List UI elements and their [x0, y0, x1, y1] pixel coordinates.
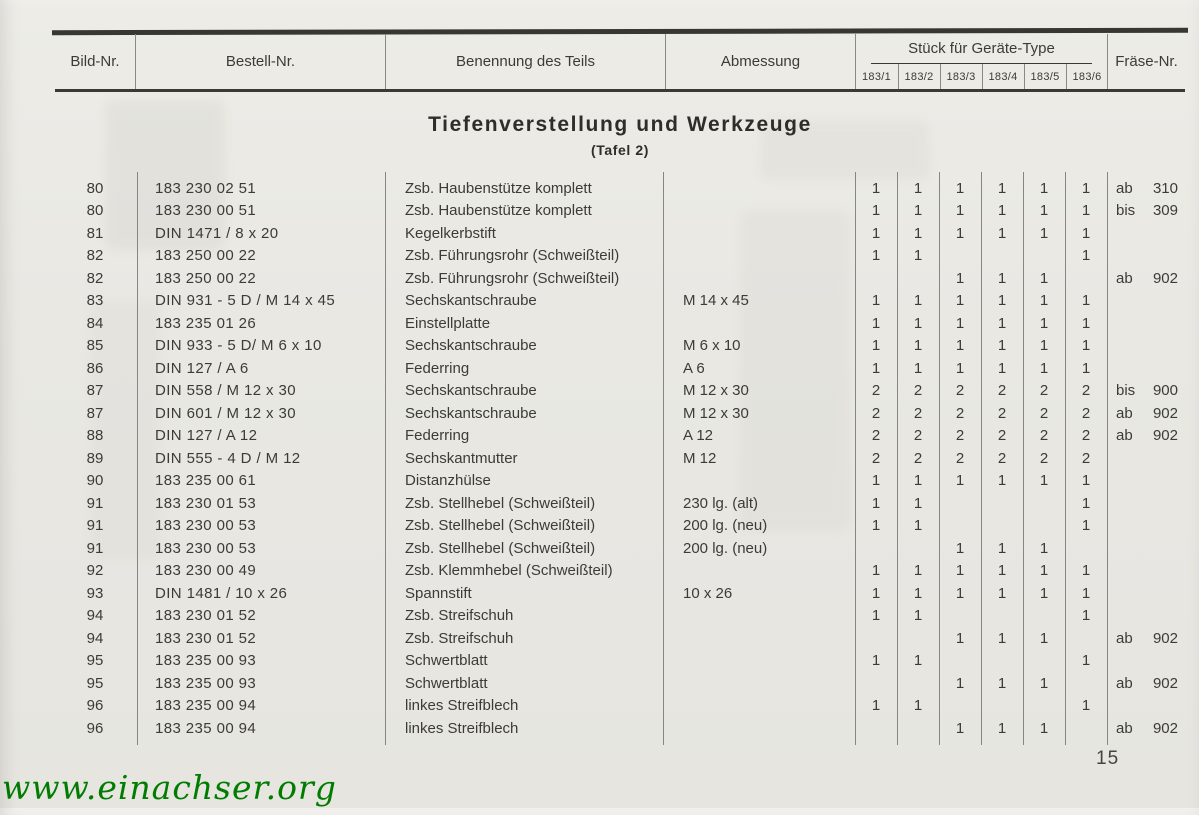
benennung-cell: Sechskantschraube: [405, 404, 537, 422]
qty-cell: 1: [1081, 607, 1091, 625]
qty-cell: 2: [871, 449, 881, 467]
bestell-nr-cell: 183 230 02 51: [155, 179, 257, 197]
qty-cell: 1: [913, 314, 923, 332]
qty-cell: 1: [997, 202, 1007, 220]
qty-cell: 1: [871, 292, 881, 310]
bild-nr-cell: 90: [86, 472, 104, 490]
fraese-num: 902: [1152, 719, 1178, 737]
fraese-cell: [1107, 630, 1185, 647]
qty-cell: 1: [913, 562, 923, 580]
section-title-block: [380, 113, 860, 158]
bild-nr-cell: 96: [86, 697, 104, 715]
bestell-nr-cell: 183 235 00 94: [155, 719, 257, 737]
benennung-cell: Sechskantschraube: [405, 337, 537, 355]
qty-cell: 1: [913, 652, 923, 670]
qty-cell: 1: [1081, 247, 1091, 265]
bild-nr-cell: 82: [86, 269, 104, 287]
table-row: [55, 245, 1185, 268]
qty-cell: 1: [871, 224, 881, 242]
column-separator-line: [981, 172, 982, 745]
table-row: [55, 605, 1185, 628]
fraese-note: ab: [1116, 179, 1133, 197]
watermark-url: www.einachser.org: [2, 768, 337, 807]
qty-cell: 1: [997, 224, 1007, 242]
qty-cell: 1: [871, 607, 881, 625]
qty-cell: 1: [997, 359, 1007, 377]
bestell-nr-cell: DIN 127 / A 6: [155, 359, 249, 377]
qty-cell: 1: [913, 292, 923, 310]
benennung-cell: Zsb. Haubenstütze komplett: [405, 179, 592, 197]
qty-cell: 1: [1039, 269, 1049, 287]
fraese-note: ab: [1116, 629, 1133, 647]
benennung-cell: Federring: [405, 359, 470, 377]
page-number: 15: [1096, 748, 1120, 769]
table-row: [55, 717, 1185, 740]
fraese-note: ab: [1116, 674, 1133, 692]
bild-nr-cell: 91: [86, 539, 104, 557]
bild-nr-cell: 82: [86, 247, 104, 265]
qty-cell: 1: [1039, 359, 1049, 377]
qty-cell: 1: [1081, 584, 1091, 602]
bestell-nr-cell: 183 235 00 94: [155, 697, 257, 715]
qty-cell: 1: [871, 337, 881, 355]
bestell-nr-cell: DIN 127 / A 12: [155, 427, 258, 445]
fraese-cell: [1107, 382, 1185, 399]
qty-cell: 1: [955, 359, 965, 377]
header-type-183-1: 183/1: [861, 70, 892, 83]
qty-cell: 1: [997, 337, 1007, 355]
fraese-note: ab: [1116, 269, 1133, 287]
bild-nr-cell: 89: [86, 449, 104, 467]
header-type-183-4: 183/4: [982, 64, 1024, 89]
fraese-num: 309: [1152, 202, 1178, 220]
table-row: [55, 222, 1185, 245]
column-separator-line: [1023, 172, 1024, 745]
qty-cell: 1: [1081, 224, 1091, 242]
column-separator-line: [855, 172, 856, 745]
qty-cell: 1: [1039, 562, 1049, 580]
qty-cell: 1: [871, 584, 881, 602]
qty-cell: 1: [871, 652, 881, 670]
qty-cell: 1: [997, 539, 1007, 557]
qty-cell: 1: [871, 359, 881, 377]
qty-cell: 1: [955, 472, 965, 490]
qty-cell: 2: [913, 427, 923, 445]
benennung-cell: Einstellplatte: [405, 314, 491, 332]
qty-cell: 1: [871, 247, 881, 265]
qty-cell: 1: [871, 562, 881, 580]
bestell-nr-cell: 183 230 01 52: [155, 629, 257, 647]
bild-nr-cell: 95: [86, 652, 104, 670]
fraese-note: ab: [1116, 427, 1133, 445]
qty-cell: 1: [1081, 179, 1091, 197]
qty-cell: 2: [871, 404, 881, 422]
bestell-nr-cell: 183 235 01 26: [155, 314, 257, 332]
qty-cell: 1: [1039, 629, 1049, 647]
benennung-cell: Zsb. Streifschuh: [405, 607, 514, 625]
qty-cell: 1: [1081, 314, 1091, 332]
table-row: [55, 267, 1185, 290]
bestell-nr-cell: 183 230 00 51: [155, 202, 257, 220]
bestell-nr-cell: DIN 931 - 5 D / M 14 x 45: [155, 292, 336, 310]
bestell-nr-cell: 183 250 00 22: [155, 269, 257, 287]
bild-nr-cell: 88: [86, 427, 104, 445]
qty-cell: 1: [997, 719, 1007, 737]
fraese-note: ab: [1116, 404, 1133, 422]
bestell-nr-cell: 183 235 00 61: [155, 472, 257, 490]
table-row: [55, 200, 1185, 223]
benennung-cell: Zsb. Haubenstütze komplett: [405, 202, 592, 220]
qty-cell: 2: [1039, 449, 1049, 467]
qty-cell: 2: [1039, 382, 1049, 400]
qty-cell: 1: [1039, 314, 1049, 332]
qty-cell: 1: [1081, 202, 1091, 220]
benennung-cell: Sechskantmutter: [405, 449, 518, 467]
qty-cell: 2: [1081, 404, 1091, 422]
qty-cell: 2: [871, 382, 881, 400]
fraese-cell: [1107, 180, 1185, 197]
header-bestell-nr: Bestell-Nr.: [135, 34, 385, 89]
abmessung-cell: M 6 x 10: [683, 337, 741, 355]
qty-cell: 1: [955, 584, 965, 602]
qty-cell: 1: [955, 224, 965, 242]
benennung-cell: Sechskantschraube: [405, 382, 537, 400]
column-separator-line: [1107, 172, 1108, 745]
fraese-note: bis: [1116, 202, 1136, 220]
benennung-cell: Schwertblatt: [405, 674, 488, 692]
bestell-nr-cell: DIN 601 / M 12 x 30: [155, 404, 296, 422]
qty-cell: 1: [1081, 472, 1091, 490]
benennung-cell: Zsb. Führungsrohr (Schweißteil): [405, 269, 620, 287]
qty-cell: 1: [1039, 179, 1049, 197]
bild-nr-cell: 80: [86, 179, 104, 197]
bestell-nr-cell: DIN 1481 / 10 x 26: [155, 584, 288, 602]
bild-nr-cell: 80: [86, 202, 104, 220]
fraese-cell: [1107, 202, 1185, 219]
qty-cell: 1: [955, 719, 965, 737]
bestell-nr-cell: 183 235 00 93: [155, 674, 257, 692]
header-stueck-group: [855, 34, 1107, 89]
qty-cell: 1: [871, 517, 881, 535]
qty-cell: 1: [1081, 359, 1091, 377]
qty-cell: 1: [955, 629, 965, 647]
table-row: [55, 537, 1185, 560]
header-bild-nr: Bild-Nr.: [70, 53, 120, 70]
qty-cell: 1: [913, 472, 923, 490]
qty-cell: 1: [997, 314, 1007, 332]
qty-cell: 2: [913, 404, 923, 422]
qty-cell: 1: [997, 629, 1007, 647]
qty-cell: 1: [1039, 472, 1049, 490]
qty-cell: 1: [1039, 224, 1049, 242]
qty-cell: 2: [871, 427, 881, 445]
table-row: [55, 290, 1185, 313]
benennung-cell: Spannstift: [405, 584, 472, 602]
column-separator-line: [137, 172, 138, 745]
table-body: [55, 177, 1185, 740]
qty-cell: 1: [913, 584, 923, 602]
column-separator-line: [385, 172, 386, 745]
qty-cell: 1: [1039, 674, 1049, 692]
bild-nr-cell: 81: [86, 224, 104, 242]
fraese-num: 310: [1152, 179, 1178, 197]
qty-cell: 1: [913, 517, 923, 535]
abmessung-cell: M 14 x 45: [683, 292, 749, 310]
qty-cell: 2: [1039, 427, 1049, 445]
fraese-cell: [1107, 427, 1185, 444]
qty-cell: 1: [871, 697, 881, 715]
fraese-cell: [1107, 720, 1185, 737]
table-row: [55, 357, 1185, 380]
qty-cell: 1: [871, 314, 881, 332]
qty-cell: 1: [913, 337, 923, 355]
table-row: [55, 582, 1185, 605]
qty-cell: 1: [913, 179, 923, 197]
qty-cell: 1: [955, 269, 965, 287]
fraese-cell: [1107, 675, 1185, 692]
column-separator-line: [897, 172, 898, 745]
abmessung-cell: 230 lg. (alt): [683, 494, 759, 512]
bild-nr-cell: 96: [86, 719, 104, 737]
column-separator-line: [1065, 172, 1066, 745]
qty-cell: 1: [997, 674, 1007, 692]
fraese-note: bis: [1116, 382, 1136, 400]
abmessung-cell: 200 lg. (neu): [683, 517, 768, 535]
qty-cell: 2: [997, 382, 1007, 400]
table-row: [55, 312, 1185, 335]
qty-cell: 1: [913, 247, 923, 265]
bestell-nr-cell: 183 230 00 53: [155, 517, 257, 535]
qty-cell: 1: [871, 494, 881, 512]
qty-cell: 2: [997, 404, 1007, 422]
fraese-num: 900: [1152, 382, 1178, 400]
header-type-row: [856, 64, 1108, 89]
qty-cell: 1: [997, 472, 1007, 490]
bestell-nr-cell: DIN 1471 / 8 x 20: [155, 224, 279, 242]
qty-cell: 2: [997, 427, 1007, 445]
table-row: [55, 402, 1185, 425]
qty-cell: 2: [997, 449, 1007, 467]
benennung-cell: linkes Streifblech: [405, 697, 519, 715]
qty-cell: 2: [1039, 404, 1049, 422]
table-row: [55, 177, 1185, 200]
table-row: [55, 470, 1185, 493]
abmessung-cell: M 12 x 30: [683, 382, 749, 400]
fraese-cell: [1107, 405, 1185, 422]
qty-cell: 1: [1039, 539, 1049, 557]
qty-cell: 1: [1039, 337, 1049, 355]
bild-nr-cell: 87: [86, 382, 104, 400]
benennung-cell: Distanzhülse: [405, 472, 491, 490]
bild-nr-cell: 95: [86, 674, 104, 692]
bild-nr-cell: 93: [86, 584, 104, 602]
qty-cell: 1: [913, 697, 923, 715]
header-type-183-6: 183/6: [1066, 64, 1108, 89]
fraese-cell: [1107, 270, 1185, 287]
qty-cell: 1: [955, 674, 965, 692]
bestell-nr-cell: 183 230 01 52: [155, 607, 257, 625]
bild-nr-cell: 86: [86, 359, 104, 377]
table-row: [55, 515, 1185, 538]
abmessung-cell: A 6: [683, 359, 705, 377]
table-row: [55, 672, 1185, 695]
bestell-nr-cell: DIN 558 / M 12 x 30: [155, 382, 296, 400]
qty-cell: 1: [1081, 292, 1091, 310]
qty-cell: 2: [1081, 449, 1091, 467]
bestell-nr-cell: 183 230 00 53: [155, 539, 257, 557]
qty-cell: 1: [871, 202, 881, 220]
qty-cell: 1: [997, 269, 1007, 287]
fraese-num: 902: [1152, 674, 1178, 692]
bild-nr-cell: 91: [86, 494, 104, 512]
scan-bottom-edge: [0, 808, 1199, 815]
table-row: [55, 650, 1185, 673]
qty-cell: 1: [955, 337, 965, 355]
qty-cell: 1: [871, 179, 881, 197]
qty-cell: 1: [997, 179, 1007, 197]
benennung-cell: linkes Streifblech: [405, 719, 519, 737]
bestell-nr-cell: 183 230 00 49: [155, 562, 257, 580]
bild-nr-cell: 92: [86, 562, 104, 580]
qty-cell: 1: [955, 562, 965, 580]
abmessung-cell: M 12 x 30: [683, 404, 749, 422]
header-stueck-label: Stück für Geräte-Type: [871, 34, 1092, 64]
benennung-cell: Kegelkerbstift: [405, 224, 496, 242]
header-abmessung: Abmessung: [665, 34, 855, 89]
qty-cell: 1: [955, 539, 965, 557]
table-row: [55, 627, 1185, 650]
column-separator-line: [939, 172, 940, 745]
qty-cell: 2: [913, 449, 923, 467]
abmessung-cell: M 12: [683, 449, 717, 467]
table-header: [55, 34, 1185, 92]
table-row: [55, 447, 1185, 470]
benennung-cell: Zsb. Führungsrohr (Schweißteil): [405, 247, 620, 265]
abmessung-cell: 10 x 26: [683, 584, 733, 602]
qty-cell: 2: [955, 382, 965, 400]
bild-nr-cell: 85: [86, 337, 104, 355]
bild-nr-cell: 94: [86, 629, 104, 647]
qty-cell: 2: [955, 427, 965, 445]
header-benennung: Benennung des Teils: [385, 34, 665, 89]
bestell-nr-cell: DIN 555 - 4 D / M 12: [155, 449, 301, 467]
column-separator-line: [663, 172, 664, 745]
qty-cell: 1: [1081, 494, 1091, 512]
qty-cell: 1: [1039, 719, 1049, 737]
section-title: Tiefenverstellung und Werkzeuge: [428, 113, 812, 136]
fraese-num: 902: [1152, 427, 1178, 445]
table-row: [55, 335, 1185, 358]
fraese-num: 902: [1152, 269, 1178, 287]
qty-cell: 1: [913, 494, 923, 512]
benennung-cell: Zsb. Stellhebel (Schweißteil): [405, 539, 596, 557]
benennung-cell: Zsb. Stellhebel (Schweißteil): [405, 494, 596, 512]
table-row: [55, 425, 1185, 448]
qty-cell: 1: [1081, 652, 1091, 670]
bestell-nr-cell: 183 230 01 53: [155, 494, 257, 512]
qty-cell: 1: [955, 314, 965, 332]
qty-cell: 1: [1081, 697, 1091, 715]
qty-cell: 1: [1039, 584, 1049, 602]
table-row: [55, 695, 1185, 718]
table-body-wrap: [55, 172, 1185, 745]
benennung-cell: Zsb. Streifschuh: [405, 629, 514, 647]
qty-cell: 1: [955, 292, 965, 310]
qty-cell: 1: [997, 562, 1007, 580]
abmessung-cell: 200 lg. (neu): [683, 539, 768, 557]
header-type-183-2: 183/2: [898, 64, 940, 89]
section-subtitle: (Tafel 2): [590, 142, 650, 158]
abmessung-cell: A 12: [683, 427, 714, 445]
benennung-cell: Sechskantschraube: [405, 292, 537, 310]
bild-nr-cell: 94: [86, 607, 104, 625]
qty-cell: 1: [997, 584, 1007, 602]
fraese-num: 902: [1152, 629, 1178, 647]
qty-cell: 1: [913, 202, 923, 220]
header-type-183-5: 183/5: [1024, 64, 1066, 89]
bestell-nr-cell: DIN 933 - 5 D/ M 6 x 10: [155, 337, 322, 355]
benennung-cell: Zsb. Klemmhebel (Schweißteil): [405, 562, 613, 580]
table-row: [55, 492, 1185, 515]
table-row: [55, 380, 1185, 403]
qty-cell: 2: [1081, 427, 1091, 445]
qty-cell: 1: [913, 224, 923, 242]
qty-cell: 2: [955, 404, 965, 422]
qty-cell: 1: [1039, 292, 1049, 310]
benennung-cell: Zsb. Stellhebel (Schweißteil): [405, 517, 596, 535]
qty-cell: 1: [955, 202, 965, 220]
qty-cell: 1: [955, 179, 965, 197]
qty-cell: 1: [1039, 202, 1049, 220]
bestell-nr-cell: 183 250 00 22: [155, 247, 257, 265]
benennung-cell: Schwertblatt: [405, 652, 488, 670]
bild-nr-cell: 83: [86, 292, 104, 310]
fraese-num: 902: [1152, 404, 1178, 422]
table-row: [55, 560, 1185, 583]
qty-cell: 1: [913, 607, 923, 625]
qty-cell: 1: [1081, 562, 1091, 580]
qty-cell: 1: [1081, 337, 1091, 355]
qty-cell: 1: [997, 292, 1007, 310]
bestell-nr-cell: 183 235 00 93: [155, 652, 257, 670]
bild-nr-cell: 91: [86, 517, 104, 535]
qty-cell: 1: [871, 472, 881, 490]
fraese-note: ab: [1116, 719, 1133, 737]
qty-cell: 1: [913, 359, 923, 377]
qty-cell: 2: [955, 449, 965, 467]
qty-cell: 2: [913, 382, 923, 400]
bild-nr-cell: 87: [86, 404, 104, 422]
header-type-183-3: 183/3: [940, 64, 982, 89]
header-fraese-nr: Fräse-Nr.: [1107, 34, 1185, 89]
bild-nr-cell: 84: [86, 314, 104, 332]
qty-cell: 2: [1081, 382, 1091, 400]
qty-cell: 1: [1081, 517, 1091, 535]
benennung-cell: Federring: [405, 427, 470, 445]
